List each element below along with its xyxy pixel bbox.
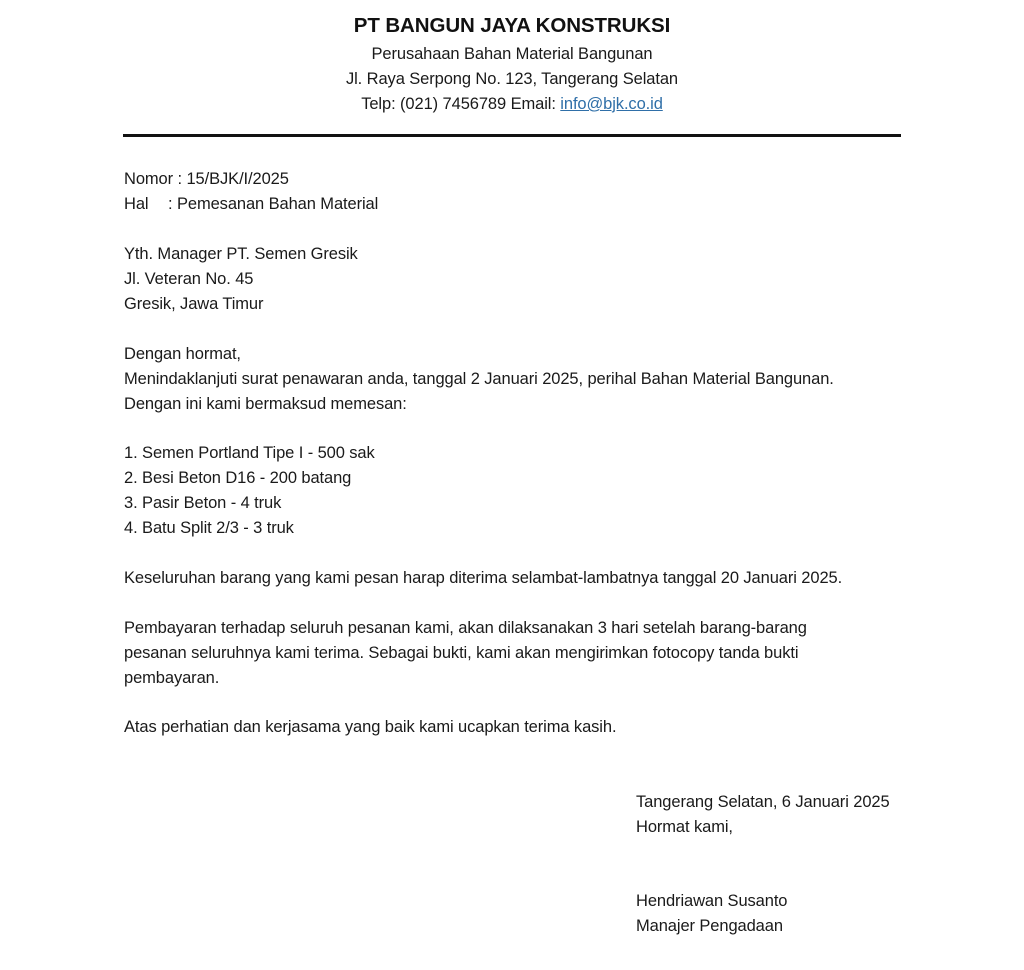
hal-label: Hal [124,195,149,213]
hal-value: : Pemesanan Bahan Material [168,195,379,213]
closing-salutation: Hormat kami, [636,818,733,836]
payment-line-2: pesanan seluruhnya kami terima. Sebagai bukti, kami akan mengirimkan fotocopy tanda bukti [124,644,799,662]
company-contact [0,94,1024,114]
email-link[interactable]: info@bjk.co.id [560,95,663,113]
order-item: 2. Besi Beton D16 - 200 batang [124,469,352,487]
company-name: PT BANGUN JAYA KONSTRUKSI [353,14,671,37]
letterhead-divider [123,134,901,137]
payment-line-3: pembayaran. [124,669,220,687]
signer-name: Hendriawan Susanto [636,892,788,910]
payment-line-1: Pembayaran terhadap seluruh pesanan kami, akan dilaksanakan 3 hari setelah barang-barang [124,619,807,637]
recipient-street: Jl. Veteran No. 45 [124,270,254,288]
company-tagline: Perusahaan Bahan Material Bangunan [371,45,653,63]
nomor-label: Nomor [124,170,174,188]
order-item: 1. Semen Portland Tipe I - 500 sak [124,444,375,462]
place-date: Tangerang Selatan, 6 Januari 2025 [636,793,890,811]
intro-line-2: Dengan ini kami bermaksud memesan: [124,395,407,413]
closing-remark: Atas perhatian dan kerjasama yang baik kami ucapkan terima kasih. [124,718,617,736]
delivery-deadline: Keseluruhan barang yang kami pesan harap diterima selambat-lambatnya tanggal 20 Januari 2025. [124,569,843,587]
order-item: 3. Pasir Beton - 4 truk [124,494,282,512]
letter-number [124,169,289,189]
intro-line-1: Menindaklanjuti surat penawaran anda, tanggal 2 Januari 2025, perihal Bahan Material Bangunan. [124,370,834,388]
contact-phone-label: Telp: (021) 7456789 Email: [361,95,561,113]
recipient-city: Gresik, Jawa Timur [124,295,264,313]
greeting: Dengan hormat, [124,345,241,363]
signer-position: Manajer Pengadaan [636,917,783,935]
order-item: 4. Batu Split 2/3 - 3 truk [124,519,294,537]
company-address: Jl. Raya Serpong No. 123, Tangerang Selatan [345,70,679,88]
recipient-name: Yth. Manager PT. Semen Gresik [124,245,358,263]
letter-subject [124,194,378,214]
nomor-value: : 15/BJK/I/2025 [177,170,289,188]
